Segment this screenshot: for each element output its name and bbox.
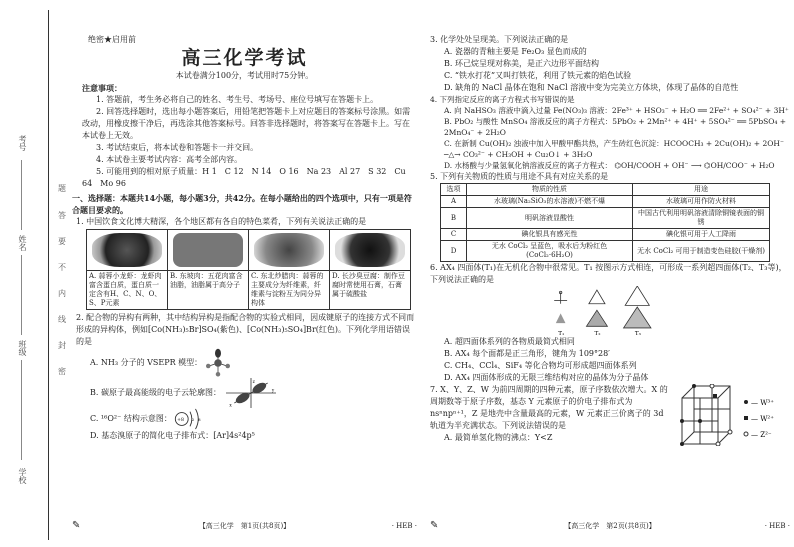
option-b: B. AX₄ 每个面都是正三角形，键角为 109°28′ bbox=[444, 349, 610, 358]
question-stem: 3. 化学处处呈现美。下列说法正确的是 bbox=[430, 35, 569, 44]
carboxylate-label: COO⁻ bbox=[725, 161, 748, 170]
equation-part: + OH⁻ ⟶ bbox=[663, 161, 702, 170]
school-label: 学校 bbox=[18, 468, 27, 484]
seal-char: 答 bbox=[58, 211, 66, 220]
t3-icon bbox=[624, 286, 651, 328]
question-4 bbox=[430, 94, 790, 171]
page-number: 【高三化学 第2页(共8页)】 bbox=[564, 522, 656, 530]
section-heading: 一、选择题：本题共14小题，每小题3分，共42分。在每小题给出的四个选项中，只有一项是符合题目要求的。 bbox=[72, 193, 412, 215]
notes bbox=[72, 82, 417, 190]
option-text: A. NH₃ 分子的 VSEPR 模型： bbox=[90, 358, 203, 367]
question-7-text bbox=[430, 384, 674, 444]
food-photo-a bbox=[87, 230, 168, 271]
pen-icon: ✎ bbox=[430, 520, 439, 531]
notes-heading: 注意事项： bbox=[82, 83, 122, 93]
cell: C bbox=[441, 229, 467, 241]
question-stem: 5. 下列有关物质的性质与用途不具有对应关系的是 bbox=[430, 172, 609, 181]
page-2-content bbox=[430, 34, 790, 446]
q2-option-b bbox=[76, 378, 417, 408]
option-b: B. 环己烷呈现对称美，是正六边形平面结构 bbox=[444, 59, 599, 68]
option-d: D. 长沙臭豆腐：制作豆腐时常使用石膏，石膏属于硫酸盐 bbox=[330, 271, 411, 310]
option-c: C. 在新制 Cu(OH)₂ 浊液中加入甲酸甲酯共热，产生砖红色沉淀：HCOOCH₃ + 2Cu(OH)₂ + 2OH⁻ ─△→ CO₃²⁻ + CH₃OH + Cu₂O↓ + 3H₂O bbox=[444, 139, 784, 159]
oh-label: OH bbox=[620, 161, 634, 170]
question-stem: 6. AX₄ 四面体(T₁)在无机化合物中很常见。T₁ 按图示方式相连，可形成一系列超四面体(T₂、T₃等)，下列说法正确的是 bbox=[430, 263, 787, 284]
exam-number-field bbox=[21, 160, 22, 230]
table-row bbox=[441, 241, 770, 262]
page-footer bbox=[430, 520, 790, 532]
cell: 无水 CoCl₂ 呈蓝色，吸水后为粉红色(CoCl₂·6H₂O) bbox=[467, 241, 633, 262]
page-footer bbox=[72, 520, 417, 532]
p-orbital-icon bbox=[221, 378, 281, 408]
col-header: 物质的性质 bbox=[467, 184, 633, 196]
property-use-table bbox=[440, 183, 770, 262]
note-item: 1. 答题前，考生务必将自己的姓名、考生号、考场号、座位号填写在答题卡上。 bbox=[96, 95, 379, 104]
cell: 水玻璃(Na₂SiO₃的水溶液)不燃不爆 bbox=[467, 196, 633, 208]
vsepr-model-icon bbox=[202, 348, 234, 378]
option-text: C. ¹⁶O²⁻ 结构示意图： bbox=[90, 414, 172, 423]
table-row bbox=[441, 229, 770, 241]
paper-code: · HEB · bbox=[391, 522, 417, 530]
option-text: B. 碳原子最高能级的电子云轮廓图： bbox=[90, 388, 221, 397]
cell: B bbox=[441, 208, 467, 229]
option-a: A. 蒜蓉小龙虾：龙虾肉富含蛋白质，蛋白质一定含有H、C、N、O、S、P元素 bbox=[87, 271, 168, 310]
seal-char: 不 bbox=[58, 263, 66, 272]
seal-char: 题 bbox=[58, 184, 66, 193]
seal-char: 密 bbox=[58, 367, 66, 376]
t3-label: T₃ bbox=[634, 331, 641, 336]
table-row bbox=[441, 196, 770, 208]
note-item: 4. 本试卷主要考试内容：高考全部内容。 bbox=[96, 155, 243, 164]
question-5 bbox=[430, 171, 790, 262]
seal-char: 内 bbox=[58, 289, 66, 298]
page-2 bbox=[430, 0, 790, 547]
seal-char: 要 bbox=[58, 237, 66, 246]
legend-w3: — W³⁺ bbox=[751, 399, 774, 407]
q2-option-a bbox=[76, 348, 417, 378]
name-label: 姓名 bbox=[18, 235, 27, 251]
cell: 碘化银可用于人工降雨 bbox=[633, 229, 770, 241]
question-2 bbox=[72, 312, 417, 442]
exam-number-label: 考号 bbox=[18, 135, 27, 151]
table-row bbox=[441, 208, 770, 229]
axis-z: z bbox=[252, 379, 255, 384]
legend-z2: — Z²⁻ bbox=[751, 431, 772, 439]
option-text: D. 水杨酸与少量氢氧化钠溶液反应的离子方程式： bbox=[444, 161, 613, 170]
seal-char: 线 bbox=[58, 315, 66, 324]
note-item: 5. 可能用到的相对原子质量：H 1 C 12 N 14 O 16 Na 23 Al 27 S 32 Cu 64 Mo 96 bbox=[82, 167, 406, 188]
question-3 bbox=[430, 34, 790, 94]
option-d: D. 缺角的 NaCl 晶体在饱和 NaCl 溶液中变为完美立方体块，体现了晶体的自范性 bbox=[444, 83, 739, 92]
col-header: 选项 bbox=[441, 184, 467, 196]
salicylic-acid-structure: ⌬OH/COOH bbox=[614, 161, 661, 170]
cooh-label: COOH bbox=[636, 161, 661, 170]
binding-line bbox=[48, 10, 49, 540]
note-item: 2. 回答选择题时，选出每小题答案后，用铅笔把答题卡上对应题目的答案标号涂黑。如需改动，用橡皮擦干净后，再选涂其他答案标号。回答非选择题时，将答案写在答题卡上。写在本试卷上无效。 bbox=[82, 107, 411, 140]
q2-option-c bbox=[76, 408, 417, 430]
shell-1: 2 bbox=[191, 417, 195, 422]
option-a: A. 最简单氢化物的沸点：Y<Z bbox=[444, 433, 553, 442]
axis-y: y bbox=[271, 387, 275, 393]
legend-w2: — W²⁺ bbox=[751, 415, 774, 423]
food-table bbox=[86, 229, 411, 310]
food-photo-b bbox=[168, 230, 249, 271]
crystal-lattice bbox=[682, 386, 730, 444]
question-stem: 1. 中国饮食文化博大精深，各个地区都有各自的特色菜肴，下列有关说法正确的是 bbox=[76, 217, 367, 226]
option-a: A. 瓷器的青釉主要是 Fe₂O₃ 显色而成的 bbox=[444, 47, 587, 56]
question-6 bbox=[430, 262, 790, 384]
name-field bbox=[21, 255, 22, 335]
col-header: 用途 bbox=[633, 184, 770, 196]
option-c: C. CH₄、CCl₄、SiF₄ 等化合物均可形成超四面体系列 bbox=[444, 361, 637, 370]
supertetrahedron-figure bbox=[530, 286, 680, 336]
cell: 中国古代利用明矾溶液清除铜镜表面的铜锈 bbox=[633, 208, 770, 229]
cell: 水玻璃可用作防火材料 bbox=[633, 196, 770, 208]
t2-icon bbox=[586, 290, 607, 326]
food-photo-c bbox=[249, 230, 330, 271]
q2-option-d: D. 基态溴原子的简化电子排布式：[Ar]4s²4p⁵ bbox=[90, 431, 255, 440]
pen-icon: ✎ bbox=[72, 520, 81, 531]
shell-2: 8 bbox=[198, 417, 201, 422]
option-c: C. “铁水打花”又叫打铁花，利用了铁元素的焰色试验 bbox=[444, 71, 632, 80]
crystal-cell-figure bbox=[680, 384, 790, 446]
option-d bbox=[430, 160, 790, 171]
ion-structure-icon bbox=[172, 408, 208, 430]
cell: D bbox=[441, 241, 467, 262]
page-number: 【高三化学 第1页(共8页)】 bbox=[198, 522, 291, 530]
page-1-content bbox=[72, 34, 417, 442]
t2-label: T₂ bbox=[594, 331, 601, 336]
page-1 bbox=[72, 0, 417, 547]
t1-icon bbox=[554, 291, 567, 323]
class-label: 班级 bbox=[18, 340, 27, 356]
exam-title: 高三化学考试 bbox=[181, 47, 308, 69]
salicylate-structure: ⌬OH/COO⁻ bbox=[704, 161, 748, 170]
question-stem: 7. X、Y、Z、W 为前四周期的四种元素，原子序数依次增大。X 的周期数等于原子序数，基态 Y 元素原子的价电子排布式为 nsⁿnpⁿ⁺¹，Z 是地壳中含量最高的元素，W 元素正三价离子的 3d 轨道为半充满状态。下列说法错误的是 bbox=[430, 385, 668, 430]
cell: 无水 CoCl₂ 可用于制造变色硅胶(干燥剂) bbox=[633, 241, 770, 262]
option-d: D. AX₄ 四面体形成的无限三维结构对应的晶体为分子晶体 bbox=[444, 373, 649, 382]
seal-char: 封 bbox=[58, 341, 66, 350]
option-a: A. 超四面体系列的各物质最简式相同 bbox=[444, 337, 575, 346]
axis-x: x bbox=[229, 402, 232, 408]
t1-label: T₁ bbox=[558, 331, 565, 336]
option-b: B. 东坡肉：五花肉富含油脂，油脂属于高分子 bbox=[168, 271, 249, 310]
question-stem: 4. 下列指定反应的离子方程式书写错误的是 bbox=[430, 95, 575, 104]
food-photo-d bbox=[330, 230, 411, 271]
cell: 明矾溶液显酸性 bbox=[467, 208, 633, 229]
secret-mark: 绝密★启用前 bbox=[88, 35, 136, 44]
cell: 碘化银具有感光性 bbox=[467, 229, 633, 241]
equation-part: + H₂O bbox=[750, 161, 775, 170]
question-stem: 2. 配合物的异构有两种，其中结构异构是指配合物的实验式相同，因成键原子的连接方式不同而形成的异构体，例如[Co(NH₃)₅Br]SO₄(紫色)、[Co(NH₃)₅SO₄]Br(红色)。下列化学用语错误的是 bbox=[76, 313, 415, 346]
paper-code: · HEB · bbox=[764, 522, 790, 530]
cell: A bbox=[441, 196, 467, 208]
note-item: 3. 考试结束后，将本试卷和答题卡一并交回。 bbox=[96, 143, 259, 152]
option-c: C. 东北炒腊肉：蒜蓉的主要成分为纤维素，纤维素与淀粉互为同分异构体 bbox=[249, 271, 330, 310]
option-a: A. 向 NaHSO₃ 溶液中滴入过量 Fe(NO₃)₃ 溶液：2Fe³⁺ + HSO₃⁻ + H₂O ══ 2Fe²⁺ + SO₄²⁻ + 3H⁺ bbox=[444, 106, 789, 115]
option-b: B. PbO₂ 与酸性 MnSO₄ 溶液反应的离子方程式：5PbO₂ + 2Mn²⁺ + 4H⁺ + 5SO₄²⁻ ══ 5PbSO₄ + 2MnO₄⁻ + 2H₂O bbox=[444, 117, 787, 137]
question-1 bbox=[72, 216, 417, 310]
nucleus-charge: +8 bbox=[177, 417, 184, 423]
exam-info: 本试卷满分100分，考试用时75分钟。 bbox=[175, 71, 314, 80]
class-field bbox=[21, 360, 22, 460]
question-7 bbox=[430, 384, 790, 446]
